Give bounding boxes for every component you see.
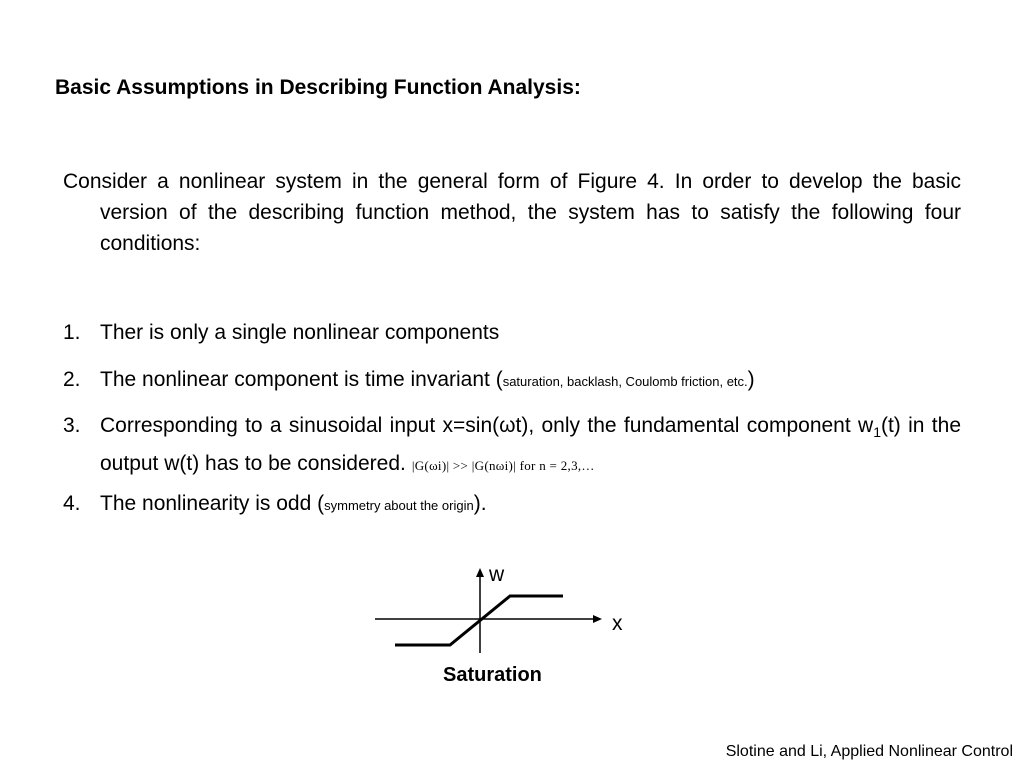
condition-3-subscript: 1 [873, 424, 881, 441]
intro-paragraph: Consider a nonlinear system in the general form of Figure 4. In order to develop the basic version of the describing function method, the system has to satisfy the following four conditions: [63, 170, 961, 255]
condition-3-text-a: Corresponding to a sinusoidal input x=sin(ωt), only the fundamental component w [100, 414, 874, 437]
condition-2-close: ) [747, 368, 755, 391]
condition-2 [63, 364, 961, 397]
figure-caption: Saturation [443, 664, 542, 686]
condition-3-text-b: (t) in the output w(t) has to be considered. [100, 414, 961, 476]
condition-3-number: 3. [63, 414, 81, 437]
x-axis-label: x [612, 612, 623, 635]
x-axis-arrow [593, 615, 602, 623]
condition-2-number: 2. [63, 368, 81, 391]
condition-3-formula: |G(ωi)| >> |G(nωi)| for n = 2,3,… [411, 458, 595, 474]
condition-4-text: The nonlinearity is odd ( [100, 492, 325, 515]
w-axis-label: w [489, 563, 505, 586]
condition-3 [63, 410, 961, 481]
condition-4-text-wrap [100, 488, 961, 521]
condition-2-text-wrap [100, 364, 961, 397]
condition-1-text: Ther is only a single nonlinear components [100, 321, 500, 344]
slide-title: Basic Assumptions in Describing Function Analysis: [55, 76, 581, 99]
footer-citation: Slotine and Li, Applied Nonlinear Control [725, 743, 1013, 760]
condition-4 [63, 488, 961, 521]
condition-4-note: symmetry about the origin [324, 498, 474, 513]
condition-4-close: ). [473, 492, 487, 515]
condition-3-text-wrap [100, 410, 961, 481]
condition-2-text: The nonlinear component is time invariant ( [100, 368, 503, 391]
condition-1 [63, 317, 961, 348]
condition-2-note: saturation, backlash, Coulomb friction, etc. [502, 374, 748, 389]
saturation-curve [395, 596, 563, 645]
condition-4-number: 4. [63, 492, 81, 515]
condition-1-number: 1. [63, 321, 81, 344]
w-axis-arrow [476, 568, 484, 577]
